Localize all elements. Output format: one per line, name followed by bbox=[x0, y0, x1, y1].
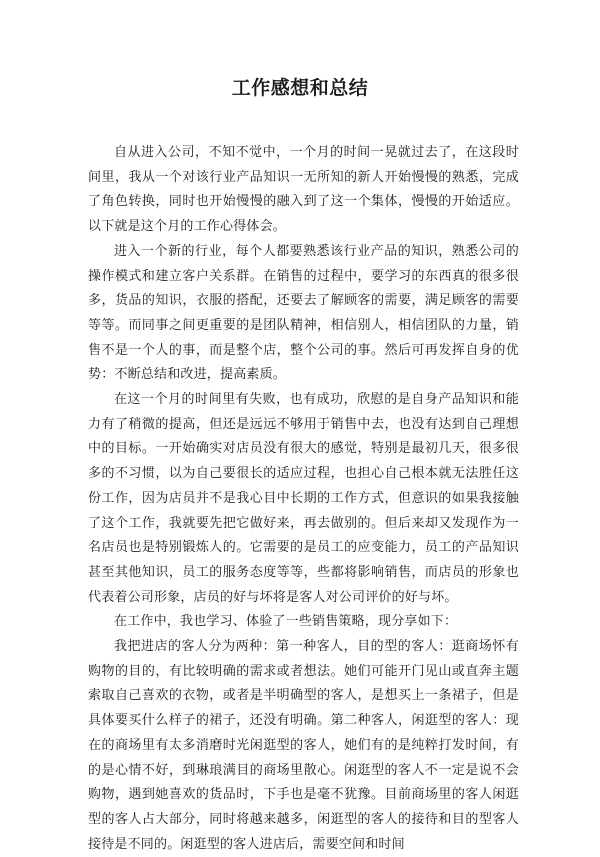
document-body bbox=[88, 141, 519, 857]
paragraph-customer-types: 我把进店的客人分为两种：第一种客人，目的型的客人：逛商场怀有购物的目的，有比较明确的需求或者想法。她们可能开门见山或直奔主题索取自己喜欢的衣物，或者是半明确型的客人，是想买上一条裙子，但是具体要买什么样子的裙子，还没有明确。第二种客人，闲逛型的客人：现在的商场里有太多消磨时光闲逛型的客人，她们有的是纯粹打发时间，有的是心情不好，到琳琅满目的商场里散心。闲逛型的客人不一定是说不会购物，遇到她喜欢的货品时，下手也是毫不犹豫。目前商场里的客人闲逛型的客人占大部分，同时将越来越多，闲逛型的客人的接待和目的型客人接待是不同的。闲逛型的客人进店后，需要空间和时间 bbox=[88, 639, 519, 852]
document-title: 工作感想和总结 bbox=[231, 77, 369, 99]
paragraph-intro: 自从进入公司，不知不觉中，一个月的时间一晃就过去了，在这段时间里，我从一个对该行业产品知识一无所知的新人开始慢慢的熟悉，完成了角色转换，同时也开始慢慢的融入到了这一个集体，慢慢的开始适应。以下就是这个月的工作心得体会。 bbox=[88, 145, 519, 235]
paragraph-sales-strategy-intro: 在工作中，我也学习、体验了一些销售策略，现分享如下： bbox=[114, 614, 458, 630]
paragraph-first-month: 在这一个月的时间里有失败，也有成功，欣慰的是自身产品知识和能力有了稍微的提高，但还是远远不够用于销售中去，也没有达到自己理想中的目标。一开始确实对店员没有很大的感觉，特别是最初几天，很多很多的不习惯，以为自己要很长的适应过程，也担心自己根本就无法胜任这份工作，因为店员并不是我心目中长期的工作方式，但意识的如果我接触了这个工作，我就要先把它做好来，再去做别的。但后来却又发现作为一名店员也是特别锻炼人的。它需要的是员工的应变能力，员工的产品知识甚至其他知识，员工的服务态度等等，些都将影响销售，而店员的形象也代表着公司形象，店员的好与坏将是客人对公司评价的好与坏。 bbox=[88, 392, 519, 605]
paragraph-new-industry: 进入一个新的行业，每个人都要熟悉该行业产品的知识，熟悉公司的操作模式和建立客户关系群。在销售的过程中，要学习的东西真的很多很多，货品的知识，衣服的搭配，还要去了解顾客的需要，满足顾客的需要等等。而同事之间更重要的是团队精神，相信别人，相信团队的力量，销售不是一个人的事，而是整个店，整个公司的事。然后可再发挥自身的优势：不断总结和改进，提高素质。 bbox=[88, 243, 519, 383]
